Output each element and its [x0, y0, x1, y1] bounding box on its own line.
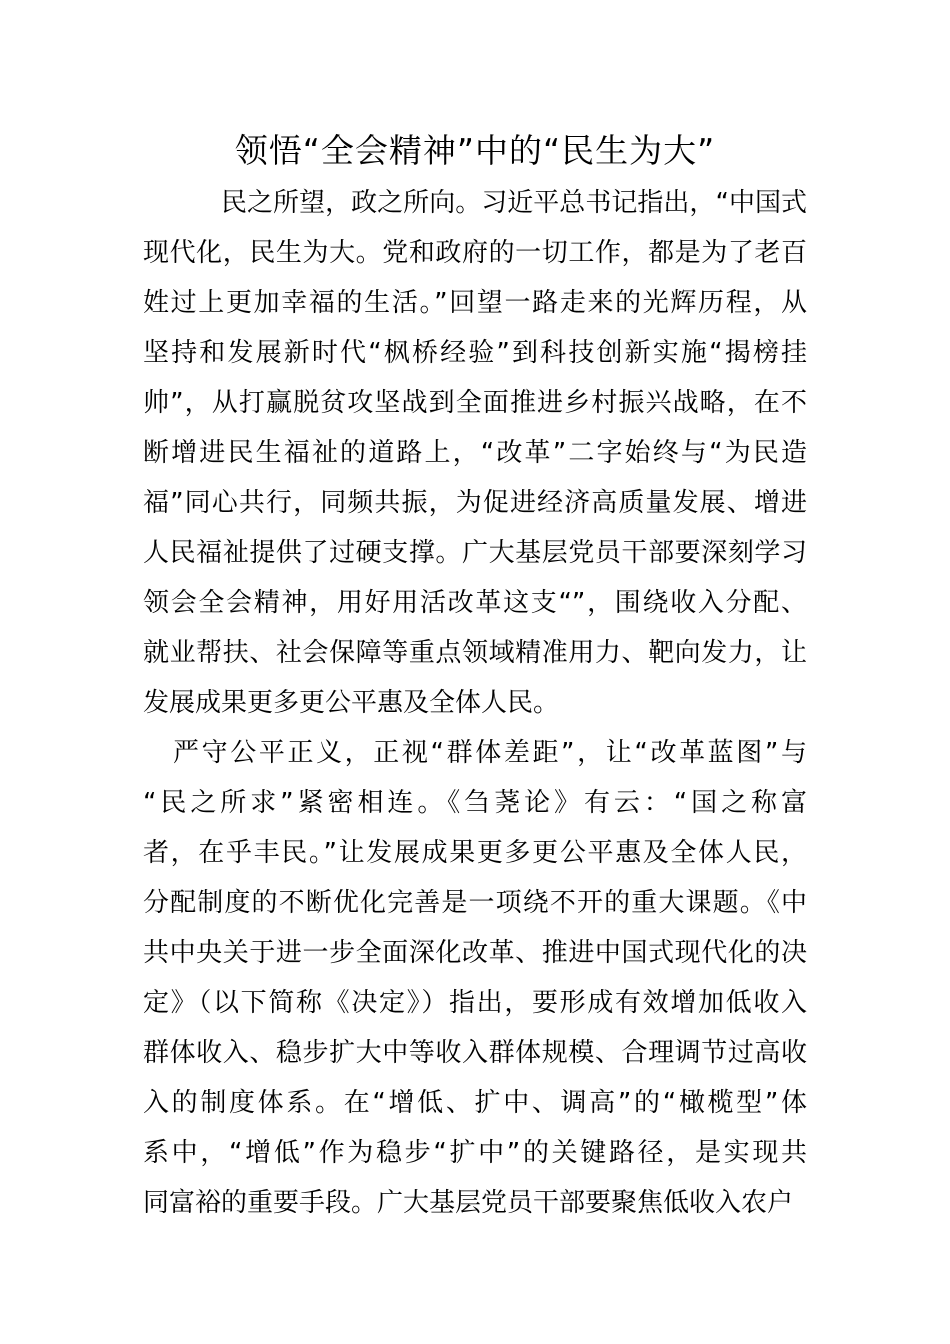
text-line: 发展成果更多更公平惠及全体人民。 — [143, 688, 560, 718]
document-title: 领悟“全会精神”中的“民生为大” — [234, 131, 716, 170]
text-line: 福”同心共行，同频共振，为促进经济高质量发展、增进 — [143, 488, 807, 518]
text-line: 定》（以下简称《决定》）指出，要形成有效增加低收入 — [143, 988, 807, 1018]
text-line: 民之所望，政之所向。习近平总书记指出，“中国式 — [221, 188, 807, 218]
text-line: 断增进民生福祉的道路上，“改革”二字始终与“为民造 — [143, 438, 807, 468]
text-line: 群体收入、稳步扩大中等收入群体规模、合理调节过高收 — [143, 1038, 807, 1068]
text-line: “民之所求”紧密相连。《刍荛论》有云：“国之称富 — [143, 788, 807, 818]
text-line: 帅”，从打赢脱贫攻坚战到全面推进乡村振兴战略，在不 — [143, 388, 807, 418]
text-line: 就业帮扶、社会保障等重点领域精准用力、靶向发力，让 — [143, 638, 807, 668]
text-line: 同富裕的重要手段。广大基层党员干部要聚焦低收入农户 — [143, 1188, 794, 1218]
paragraph-1 — [143, 178, 807, 728]
text-line: 严守公平正义，正视“群体差距”，让“改革蓝图”与 — [173, 738, 807, 768]
text-line: 者，在乎丰民。”让发展成果更多更公平惠及全体人民， — [143, 838, 807, 868]
text-line: 分配制度的不断优化完善是一项绕不开的重大课题。《中 — [143, 888, 807, 918]
document-body — [143, 178, 807, 1228]
text-line: 入的制度体系。在“增低、扩中、调高”的“橄榄型”体 — [143, 1088, 807, 1118]
text-line: 系中，“增低”作为稳步“扩中”的关键路径，是实现共 — [143, 1138, 807, 1168]
text-line: 共中央关于进一步全面深化改革、推进中国式现代化的决 — [143, 938, 807, 968]
text-line: 领会全会精神，用好用活改革这支“”，围绕收入分配、 — [143, 588, 807, 618]
paragraph-2 — [143, 728, 807, 1228]
text-line: 姓过上更加幸福的生活。”回望一路走来的光辉历程，从 — [143, 288, 807, 318]
text-line: 人民福祉提供了过硬支撑。广大基层党员干部要深刻学习 — [143, 538, 807, 568]
text-line: 现代化，民生为大。党和政府的一切工作，都是为了老百 — [143, 238, 807, 268]
text-line: 坚持和发展新时代“枫桥经验”到科技创新实施“揭榜挂 — [143, 338, 807, 368]
